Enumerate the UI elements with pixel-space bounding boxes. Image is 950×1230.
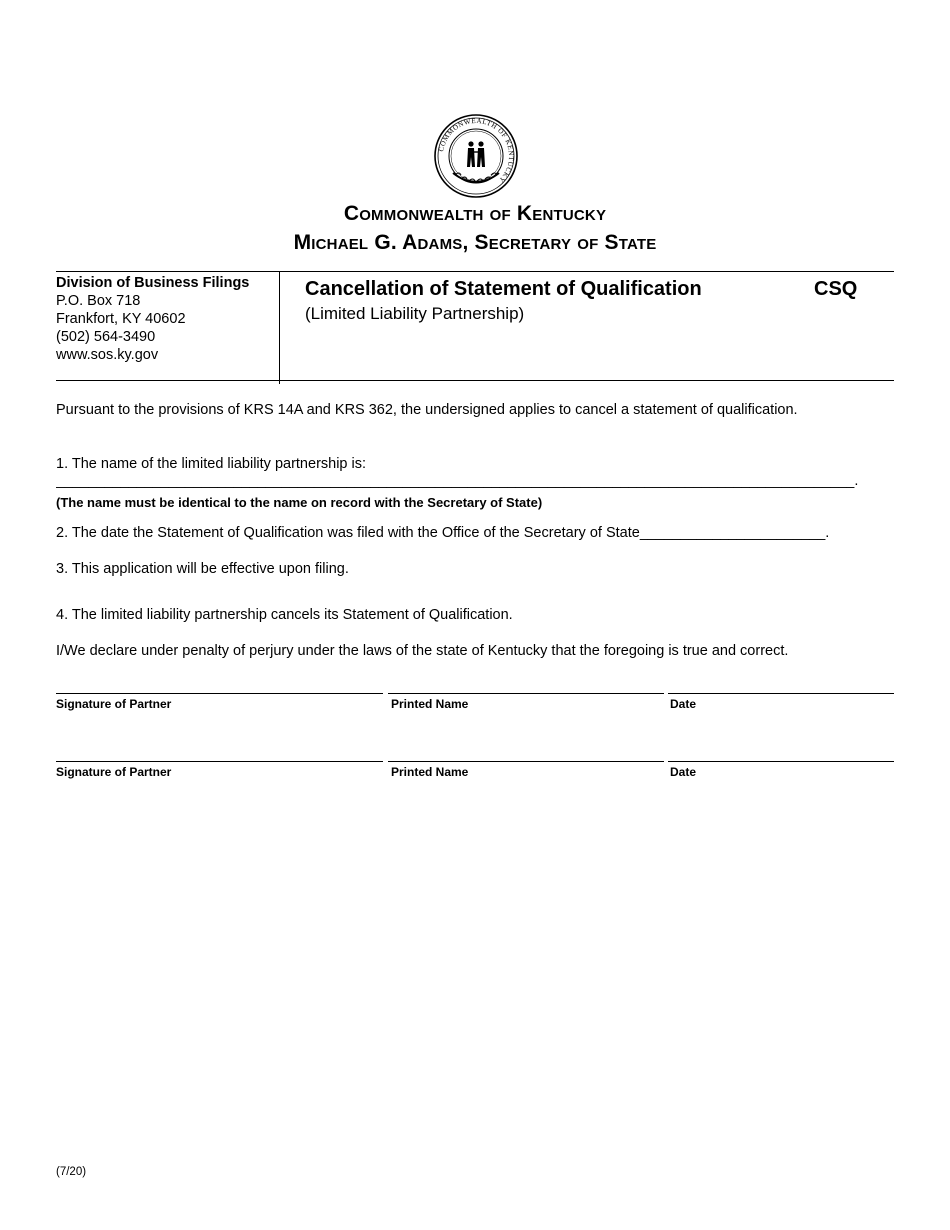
header-divider (279, 272, 280, 384)
form-subtitle: (Limited Liability Partnership) (305, 304, 525, 323)
form-title: Cancellation of Statement of Qualification (305, 278, 702, 300)
item-3-text: 3. This application will be effective upon filing. (56, 561, 349, 577)
title-bottom-rule (279, 380, 894, 381)
item-2-filed-date[interactable]: 2. The date the Statement of Qualification was filed with the Office of the Secretary of State_______________________. (56, 525, 830, 541)
svg-text:COMMONWEALTH OF KENTUCKY (437, 117, 515, 185)
header-commonwealth: Commonwealth of Kentucky (343, 202, 607, 225)
signature-line[interactable] (56, 761, 383, 762)
printed-name-line[interactable] (388, 693, 664, 694)
signature-label: Signature of Partner (56, 765, 172, 779)
kentucky-seal-icon (433, 113, 519, 199)
signature-label: Signature of Partner (56, 697, 172, 711)
website: www.sos.ky.gov (56, 347, 159, 363)
date-label: Date (670, 697, 697, 711)
form-code: CSQ (814, 278, 858, 300)
division-name: Division of Business Filings (56, 275, 250, 291)
printed-name-label: Printed Name (391, 697, 469, 711)
item-1-note: (The name must be identical to the name on record with the Secretary of State) (56, 495, 543, 510)
header-secretary: Michael G. Adams, Secretary of State (293, 231, 657, 254)
llp-name-field[interactable]: ___________________________________________________________________________________________________. (56, 473, 859, 489)
item-1-label: 1. The name of the limited liability partnership is: (56, 456, 367, 472)
intro-text: Pursuant to the provisions of KRS 14A and KRS 362, the undersigned applies to cancel a statement of qualification. (56, 402, 798, 418)
seal-ring-text: COMMONWEALTH OF KENTUCKY (437, 116, 516, 185)
top-rule (56, 271, 894, 272)
po-box: P.O. Box 718 (56, 293, 141, 309)
date-label: Date (670, 765, 697, 779)
division-block (56, 274, 249, 364)
form-version: (7/20) (56, 1166, 87, 1178)
date-line[interactable] (668, 693, 894, 694)
item-4-text: 4. The limited liability partnership cancels its Statement of Qualification. (56, 607, 513, 623)
date-line[interactable] (668, 761, 894, 762)
printed-name-label: Printed Name (391, 765, 469, 779)
division-bottom-rule (56, 380, 279, 381)
city-state-zip: Frankfort, KY 40602 (56, 311, 186, 327)
signature-line[interactable] (56, 693, 383, 694)
phone-number: (502) 564-3490 (56, 329, 156, 345)
declaration-text: I/We declare under penalty of perjury under the laws of the state of Kentucky that the foregoing is true and correct. (56, 643, 789, 659)
printed-name-line[interactable] (388, 761, 664, 762)
